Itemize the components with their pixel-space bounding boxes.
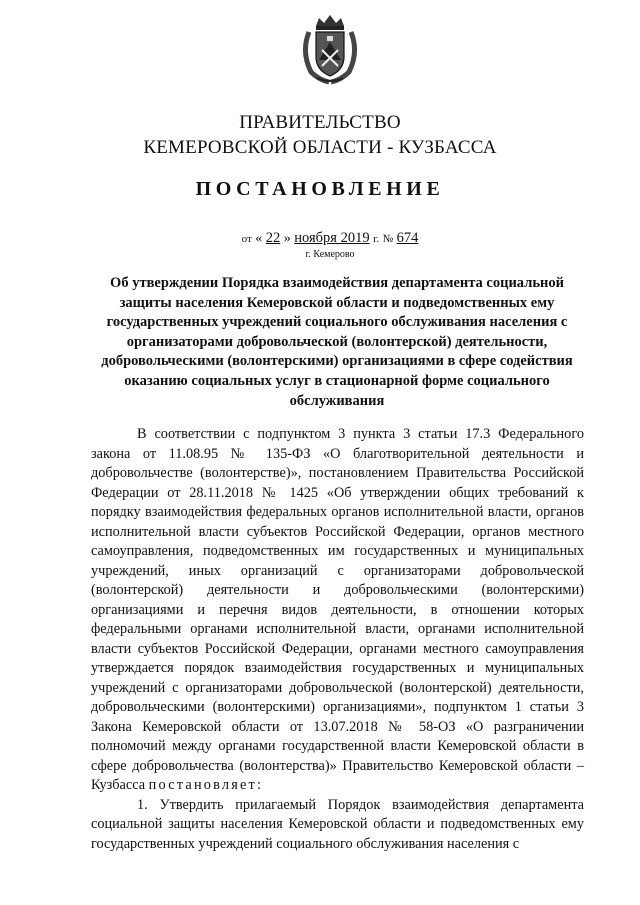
number-sign: № <box>382 233 394 245</box>
document-title: Об утверждении Порядка взаимодействия департамента социальной защиты населения Кемеровской области и подведомственных ему государственных учреждений социального обслуживания населения с организаторами добровольческой (волонтерской) деятельности, добровольческими (волонтерскими) организациями в сфере содействия оказанию социальных услуг в стационарной форме социального обслуживания <box>101 275 573 409</box>
kemerovo-coat-of-arms-icon <box>299 12 361 86</box>
body-paragraph-1-text: В соответствии с подпунктом 3 пункта 3 статьи 17.3 Федерального закона от 11.08.95 № 135-ФЗ «О благотворительной деятельности и добровольчестве (волонтерстве)», постановлением Правительства Российской Федерации от 28.11.2018 № 1425 «Об утверждении общих требований к порядку взаимодействия федеральных органов исполнительной власти, органов исполнительной власти субъектов Российской Федерации, органов местного самоуправления, подведомственных им государственных и муниципальных учреждений, иных организаций с организаторами добровольческой (волонтерской) деятельности и добровольческими (волонтерскими) организациями и перечня видов деятельности, в отношении которых федеральными органами исполнительной власти, органами исполнительной власти субъектов Российской Федерации, органами местного самоуправления утверждается порядок взаимодействия государственных и муниципальных учреждений с организаторами добровольческой (волонтерской) деятельности, добровольческими (волонтерскими) организациями», подпунктом 1 статьи 3 Закона Кемеровской области от 13.07.2018 № 58-ОЗ «О разграничении полномочий между органами государственной власти Кемеровской области в сфере добровольчества (волонтерства)» Правительство Кемеровской области – Кузбасса <box>91 426 584 793</box>
resolution-colon: : <box>257 777 261 793</box>
date-year-suffix: г. <box>373 233 380 245</box>
document-body <box>91 425 584 854</box>
document-number: 674 <box>396 230 419 246</box>
government-name-line1: ПРАВИТЕЛЬСТВО <box>239 112 401 133</box>
coat-of-arms-emblem <box>299 12 361 86</box>
government-name-line2: КЕМЕРОВСКОЙ ОБЛАСТИ - КУЗБАССА <box>143 137 497 158</box>
date-month-year: ноября 2019 <box>294 230 370 246</box>
date-quote-close: » <box>283 231 291 246</box>
body-paragraph-2: 1. Утвердить прилагаемый Порядок взаимодействия департамента социальной защиты населения Кемеровской области и подведомственных ему государственных учреждений социального обслуживания населения с <box>91 796 584 852</box>
date-quote-open: « <box>255 231 263 246</box>
resolution-keyword: постановляет <box>148 777 258 793</box>
document-date-line <box>0 230 640 247</box>
body-paragraph-1 <box>91 425 584 796</box>
date-from-label: от <box>241 233 252 245</box>
document-type-heading: ПОСТАНОВЛЕНИЕ <box>195 178 445 200</box>
document-city: г. Кемерово <box>305 249 355 260</box>
date-day: 22 <box>265 230 281 246</box>
